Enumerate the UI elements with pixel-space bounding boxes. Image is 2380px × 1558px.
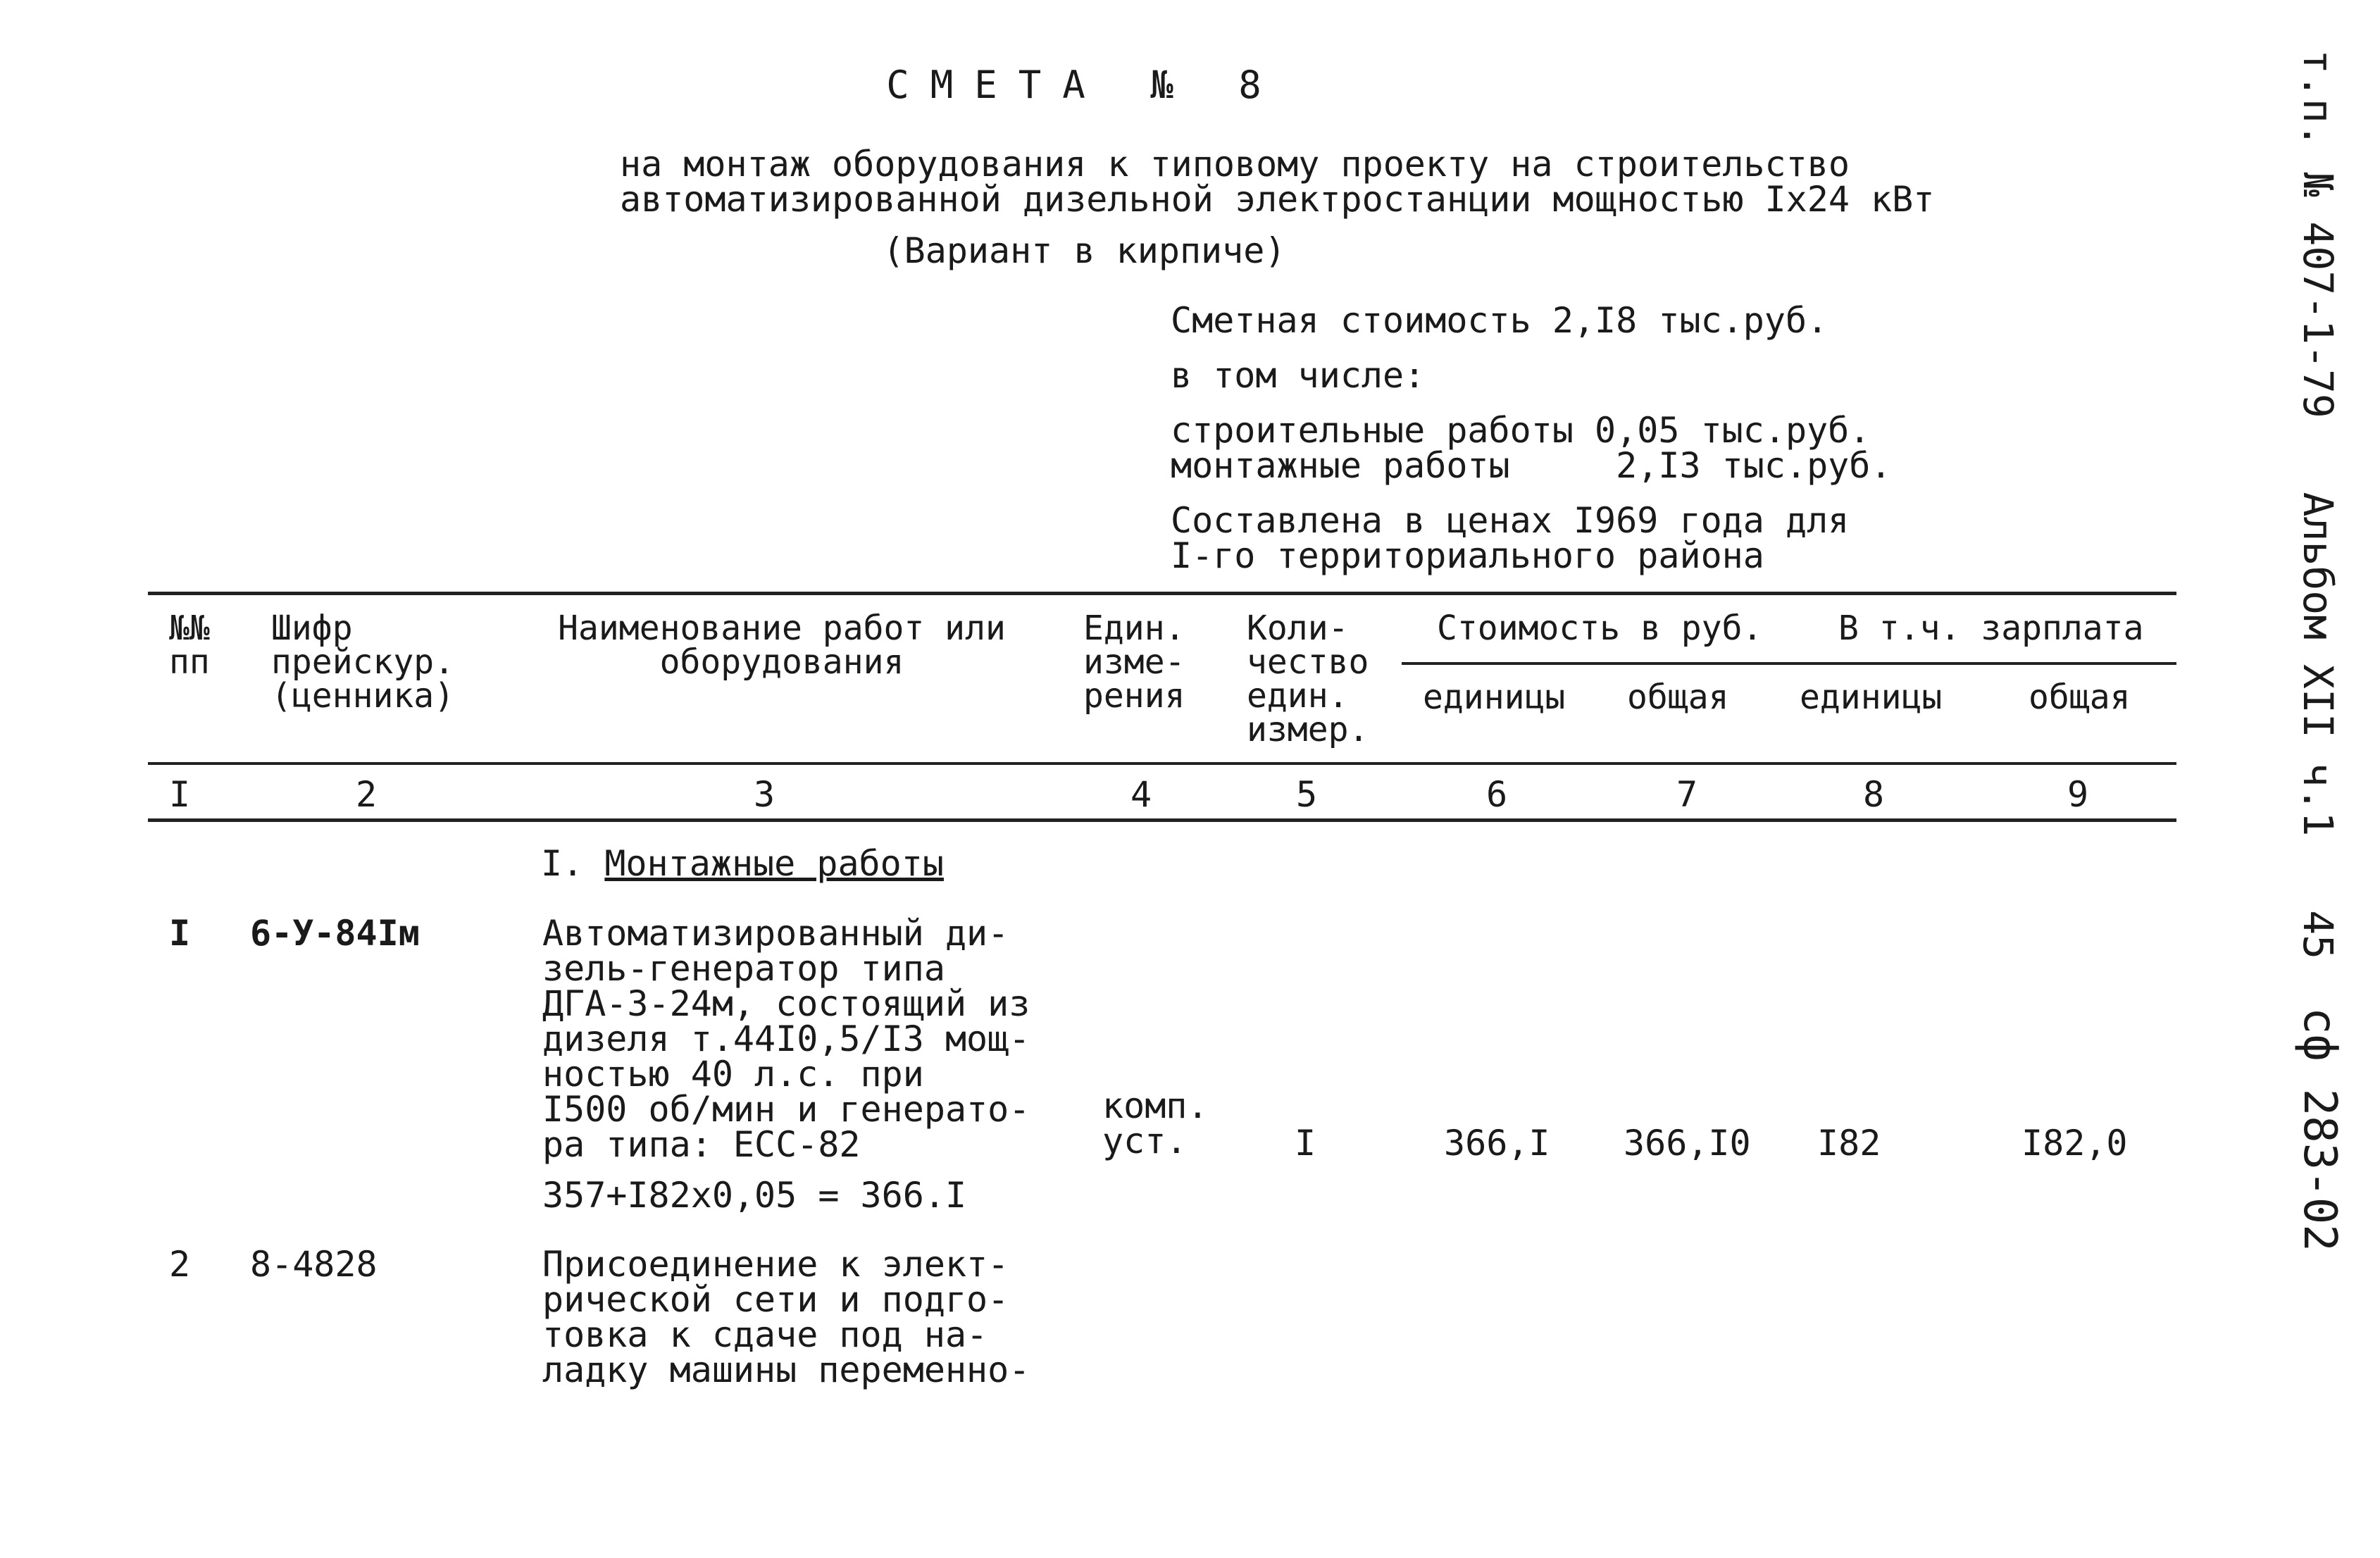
header-col1: №№ пп	[169, 609, 210, 682]
header-salary-group: В т.ч. зарплата	[1838, 609, 2144, 648]
estimated-cost: Сметная стоимость 2,I8 тыс.руб.	[1171, 300, 1828, 341]
header-col4: Един. изме- рения	[1083, 609, 1185, 716]
header-bottom-rule	[148, 762, 2176, 765]
row1-calc: 357+I82х0,05 = 366.I	[542, 1175, 967, 1216]
section-title-text: Монтажные работы	[604, 843, 944, 884]
construction-cost: строительные работы 0,05 тыс.руб.	[1171, 410, 1871, 451]
row1-qty: I	[1295, 1123, 1316, 1164]
row1-name: Автоматизированный ди- зель-генератор типа ДГА-3-24м, состоящий из дизеля т.44I0,5/I3 мощ- ностью 40 л.с. при I500 об/мин и генерато- ра типа: ЕСС-82 357+I82х0,05 = 366.I	[542, 913, 1030, 1216]
cost-header-rule	[1402, 662, 2176, 665]
row2-num: 2	[169, 1244, 191, 1285]
document-subtitle	[620, 144, 1935, 220]
header-salary-unit: единицы	[1800, 678, 1943, 717]
subtitle-line: автоматизированной дизельной электростанции мощностью Iх24 кВт	[620, 179, 1935, 220]
column-number: 5	[1296, 774, 1318, 815]
table-top-rule	[148, 592, 2176, 595]
header-cost-group: Стоимость в руб.	[1437, 609, 1763, 648]
row1-code: 6-У-84Iм	[250, 913, 420, 954]
cost-summary	[1171, 300, 1892, 576]
row1-salary-total: I82,0	[2021, 1123, 2128, 1164]
header-col2: Шифр прейскур. (ценника)	[271, 609, 455, 716]
row2-code: 8-4828	[250, 1244, 378, 1285]
price-region: I-го территориального района	[1171, 535, 1764, 576]
header-col5: Коли- чество един. измер.	[1247, 609, 1369, 749]
row1-cost-total: 366,I0	[1624, 1123, 1751, 1164]
row1-num: I	[169, 913, 191, 954]
margin-stamp-code: сф 283-02	[2293, 1007, 2345, 1252]
section-title: I. Монтажные работы	[541, 843, 944, 884]
header-salary-total: общая	[2029, 678, 2131, 717]
column-number: 7	[1676, 774, 1698, 815]
document-title: СМЕТА № 8	[886, 63, 1283, 107]
header-cost-unit: единицы	[1423, 678, 1566, 717]
column-number: 9	[2067, 774, 2089, 815]
column-number: 8	[1863, 774, 1885, 815]
subtitle-line: на монтаж оборудования к типовому проекту на строительство	[620, 144, 1850, 185]
column-number: 2	[356, 774, 378, 815]
margin-stamp-project: т.п. № 407-1-79 Альбом XII ч.1 45	[2294, 49, 2342, 960]
including-label: в том числе:	[1171, 355, 1426, 396]
header-col3: Наименование работ или оборудования	[558, 609, 1006, 682]
variant-note: (Вариант в кирпиче)	[883, 230, 1286, 271]
row1-cost-unit: 366,I	[1444, 1123, 1550, 1164]
price-basis: Составлена в ценах I969 года для	[1171, 500, 1850, 541]
row1-salary-unit: I82	[1817, 1123, 1881, 1164]
header-cost-total: общая	[1627, 678, 1729, 717]
row2-name: Присоединение к элект- рической сети и подго- товка к сдаче под на- ладку машины переменно-	[542, 1244, 1030, 1390]
column-number: 4	[1130, 774, 1152, 815]
column-number-rule	[148, 818, 2176, 822]
column-number: 6	[1486, 774, 1508, 815]
column-number: 3	[754, 774, 775, 815]
installation-cost: монтажные работы 2,I3 тыс.руб.	[1171, 445, 1892, 486]
row1-unit: комп. уст.	[1102, 1085, 1209, 1161]
column-number: I	[169, 774, 191, 815]
